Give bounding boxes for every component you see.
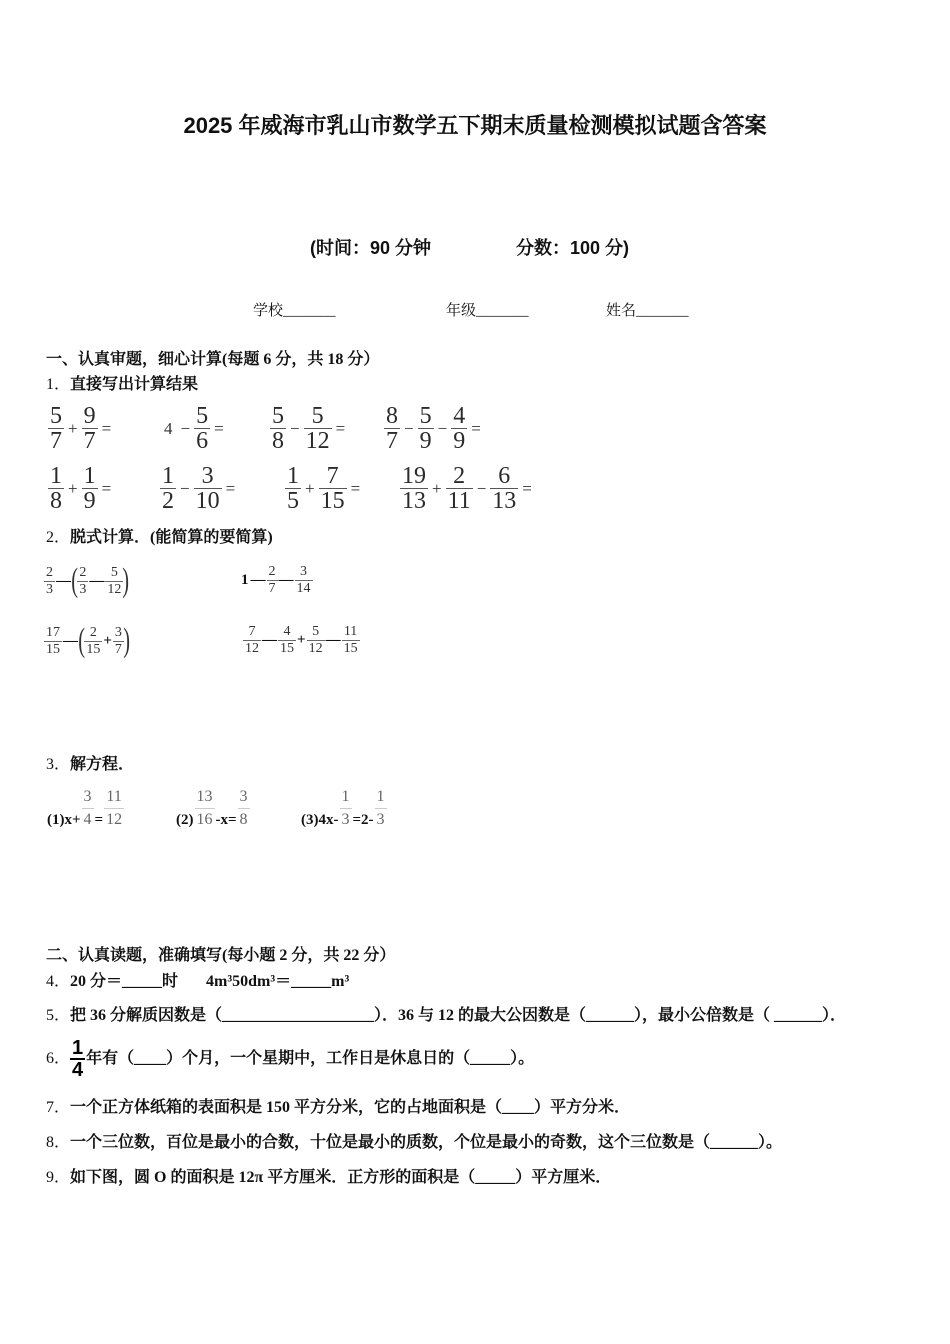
numerator: 3	[82, 786, 94, 809]
math-symbol: 4	[164, 418, 173, 438]
fraction	[340, 786, 352, 831]
q2-prompt	[46, 528, 273, 548]
math-symbol: =	[101, 478, 112, 498]
question-text: 解方程．	[70, 756, 135, 773]
math-symbol: -x=	[215, 812, 237, 828]
calc-expression	[48, 404, 115, 453]
denominator: 15	[343, 641, 358, 656]
denominator: 7	[50, 428, 62, 454]
math-symbol: =2-	[352, 812, 374, 828]
q7	[46, 1098, 630, 1118]
math-symbol: —	[250, 572, 266, 588]
fraction	[194, 404, 210, 453]
math-symbol: +	[68, 478, 78, 498]
question-number: 8．	[46, 1134, 71, 1151]
q3-prompt	[46, 755, 134, 775]
fraction	[285, 464, 301, 513]
calc-expression	[285, 464, 364, 513]
fraction	[295, 564, 313, 597]
denominator: 15	[320, 488, 345, 514]
fraction	[82, 786, 94, 831]
question-text: 脱式计算．(能简算的要简算)	[70, 529, 273, 546]
parenthesis: (	[71, 562, 79, 599]
math-symbol: —	[325, 632, 341, 648]
q4-part2: 4m³50dm³＝_____m³	[206, 973, 350, 990]
step-calc-expression	[44, 564, 129, 598]
denominator: 12	[107, 581, 122, 597]
numerator: 2	[46, 564, 53, 580]
denominator: 7	[83, 428, 96, 454]
q4-part1: 20 分＝_____时	[70, 973, 179, 990]
math-symbol: —	[262, 632, 277, 648]
equation	[46, 786, 124, 831]
fraction	[70, 1038, 85, 1080]
q1-prompt	[46, 375, 198, 395]
fraction	[44, 565, 55, 598]
fraction	[278, 624, 296, 657]
school-field	[253, 301, 336, 321]
question-number: 7．	[46, 1099, 71, 1116]
question-number: 2．	[46, 529, 71, 546]
equation	[300, 786, 387, 831]
math-symbol: −	[437, 418, 448, 438]
name-label: 姓名	[606, 303, 637, 319]
numerator: 1	[340, 786, 352, 809]
numerator: 1	[72, 1037, 84, 1059]
question-text: 一个三位数，百位是最小的合数，十位是最小的质数，个位是最小的奇数，这个三位数是（______）。	[70, 1134, 783, 1151]
math-symbol: —	[63, 632, 78, 649]
fraction	[104, 786, 124, 831]
numerator: 1	[50, 463, 62, 489]
numerator: 5	[196, 403, 209, 429]
fraction	[238, 786, 250, 831]
math-symbol: −	[404, 418, 414, 438]
calc-expression	[384, 404, 485, 453]
fraction	[82, 404, 98, 453]
q9	[46, 1168, 611, 1188]
numerator: 5	[272, 403, 284, 429]
fraction	[319, 464, 347, 513]
denominator: 8	[50, 488, 62, 514]
denominator: 9	[419, 428, 432, 454]
fraction	[194, 464, 222, 513]
section1-heading: 一、认真审题，细心计算(每题 6 分，共 18 分）	[46, 351, 380, 368]
math-symbol: −	[180, 418, 191, 438]
math-symbol: =	[101, 418, 112, 438]
numerator: 8	[386, 403, 398, 429]
numerator: 9	[83, 403, 96, 429]
parenthesis: )	[122, 562, 130, 599]
calc-expression	[160, 404, 228, 453]
fraction	[400, 464, 428, 513]
fraction	[451, 404, 467, 453]
denominator: 3	[376, 811, 385, 828]
numerator: 7	[243, 624, 261, 641]
numerator: 19	[402, 463, 426, 489]
denominator: 12	[245, 641, 259, 656]
numerator: 5	[307, 624, 325, 641]
name-blank: _______	[636, 303, 689, 319]
fraction	[384, 404, 400, 453]
numerator: 2	[79, 564, 87, 580]
fraction	[44, 625, 62, 658]
question-number: 5．	[46, 1007, 71, 1024]
calc-expression	[48, 464, 115, 513]
math-symbol: −	[180, 478, 190, 498]
fraction	[105, 565, 123, 598]
math-symbol: +	[305, 478, 315, 498]
numerator: 5	[304, 404, 332, 429]
denominator: 6	[196, 428, 209, 454]
numerator: 5	[419, 403, 432, 429]
math-symbol: =	[214, 418, 224, 438]
denominator: 4	[72, 1059, 84, 1081]
math-symbol: =	[350, 478, 361, 498]
math-symbol: +	[103, 632, 112, 649]
numerator: 3	[238, 786, 250, 809]
numerator: 2	[446, 464, 473, 489]
section2-heading: 二、认真读题，准确填写(每小题 2 分，共 22 分）	[46, 947, 396, 964]
exam-score: 分数：100 分)	[516, 238, 630, 258]
denominator: 15	[86, 641, 101, 657]
question-number: 9．	[46, 1169, 71, 1186]
math-symbol: +	[68, 418, 78, 438]
q8	[46, 1133, 782, 1153]
fraction	[304, 404, 332, 453]
fraction	[195, 786, 215, 831]
math-symbol: (2)	[176, 812, 194, 828]
numerator: 1	[375, 786, 387, 809]
denominator: 12	[106, 811, 123, 828]
fraction	[418, 404, 434, 453]
numerator: 2	[268, 564, 276, 579]
numerator: 7	[319, 464, 347, 489]
denominator: 3	[79, 581, 87, 597]
grade-field	[446, 301, 529, 321]
grade-blank: _______	[476, 303, 529, 319]
fraction	[342, 624, 360, 657]
numerator: 6	[490, 464, 518, 489]
question-text: 把 36 分解质因数是（___________________）．36 与 12 的最大公因数是（______），最小公倍数是（ ______）．	[70, 1007, 847, 1024]
numerator: 13	[195, 786, 215, 809]
parenthesis: (	[78, 622, 86, 659]
numerator: 1	[83, 463, 96, 489]
denominator: 15	[280, 641, 294, 656]
numerator: 11	[342, 624, 360, 641]
fraction	[48, 464, 64, 513]
numerator: 5	[50, 403, 62, 429]
denominator: 14	[296, 581, 311, 596]
denominator: 3	[46, 581, 53, 597]
math-symbol: =	[94, 812, 104, 828]
numerator: 3	[114, 624, 122, 640]
math-symbol: =	[335, 418, 346, 438]
fraction	[48, 404, 64, 453]
denominator: 3	[341, 811, 350, 828]
denominator: 12	[305, 428, 330, 454]
school-blank: _______	[283, 303, 336, 319]
denominator: 8	[272, 428, 284, 454]
q6	[46, 1038, 534, 1080]
question-text: 一个正方体纸箱的表面积是 150 平方分米，它的占地面积是（____）平方分米．	[70, 1099, 631, 1116]
denominator: 15	[46, 641, 60, 657]
denominator: 9	[453, 428, 466, 454]
numerator: 3	[194, 464, 222, 489]
fraction	[82, 464, 98, 513]
math-symbol: −	[290, 418, 300, 438]
math-symbol: —	[89, 572, 105, 589]
question-number: 6．	[46, 1050, 71, 1067]
question-text: 如下图，圆 O 的面积是 12π 平方厘米．正方形的面积是（_____）平方厘米．	[70, 1169, 612, 1186]
numerator: 5	[105, 565, 123, 582]
fraction	[307, 624, 325, 657]
math-symbol: —	[56, 572, 71, 589]
numerator: 2	[84, 625, 102, 642]
math-symbol: +	[297, 632, 306, 648]
numerator: 11	[104, 786, 124, 809]
denominator: 5	[287, 488, 299, 514]
denominator: 7	[268, 581, 276, 596]
calc-expression	[400, 464, 536, 513]
denominator: 8	[239, 811, 248, 828]
numerator: 4	[453, 403, 466, 429]
math-symbol: +	[432, 478, 442, 498]
denominator: 12	[308, 641, 323, 656]
q5	[46, 1006, 846, 1026]
denominator: 10	[195, 488, 220, 514]
question-number: 4．	[46, 973, 71, 990]
denominator: 9	[83, 488, 96, 514]
numerator: 4	[278, 624, 296, 641]
denominator: 13	[492, 488, 517, 514]
fraction	[375, 786, 387, 831]
school-label: 学校	[253, 303, 284, 319]
calc-expression	[160, 464, 239, 513]
math-symbol: =	[225, 478, 236, 498]
equation	[175, 786, 250, 831]
question-number: 3．	[46, 756, 71, 773]
denominator: 16	[196, 811, 213, 828]
math-symbol: —	[278, 572, 294, 588]
fraction	[446, 464, 473, 513]
denominator: 2	[162, 488, 174, 514]
step-calc-expression	[44, 624, 129, 658]
math-symbol: −	[476, 478, 487, 498]
numerator: 3	[295, 564, 313, 581]
grade-label: 年级	[446, 303, 477, 319]
denominator: 13	[402, 488, 426, 514]
denominator: 7	[386, 428, 398, 454]
math-symbol: 1	[241, 572, 249, 588]
denominator: 4	[83, 811, 92, 828]
fraction	[113, 625, 124, 658]
step-calc-expression	[243, 624, 360, 657]
fraction	[267, 564, 278, 597]
fraction	[160, 464, 176, 513]
math-symbol: =	[522, 478, 532, 498]
denominator: 11	[447, 488, 471, 514]
page-title: 2025 年威海市乳山市数学五下期末质量检测模拟试题含答案	[183, 113, 767, 138]
numerator: 17	[46, 624, 60, 640]
name-field	[606, 301, 689, 321]
fraction	[490, 464, 518, 513]
numerator: 1	[162, 463, 174, 489]
fraction	[84, 625, 102, 658]
fraction	[270, 404, 286, 453]
exam-time: (时间：90 分钟	[310, 238, 432, 258]
step-calc-expression	[240, 564, 313, 597]
denominator: 7	[114, 641, 122, 657]
fraction	[77, 565, 88, 598]
question-text: 直接写出计算结果	[70, 376, 199, 393]
numerator: 1	[287, 463, 299, 489]
math-symbol: =	[471, 418, 481, 438]
calc-expression	[270, 404, 349, 453]
parenthesis: )	[123, 622, 130, 659]
math-symbol: (1)x+	[47, 812, 81, 828]
question-text: 年有（____）个月，一个星期中，工作日是休息日的（_____）。	[86, 1050, 535, 1067]
math-symbol: (3)4x-	[301, 812, 339, 828]
fraction	[243, 624, 261, 657]
q4	[46, 972, 349, 992]
question-number: 1．	[46, 376, 71, 393]
